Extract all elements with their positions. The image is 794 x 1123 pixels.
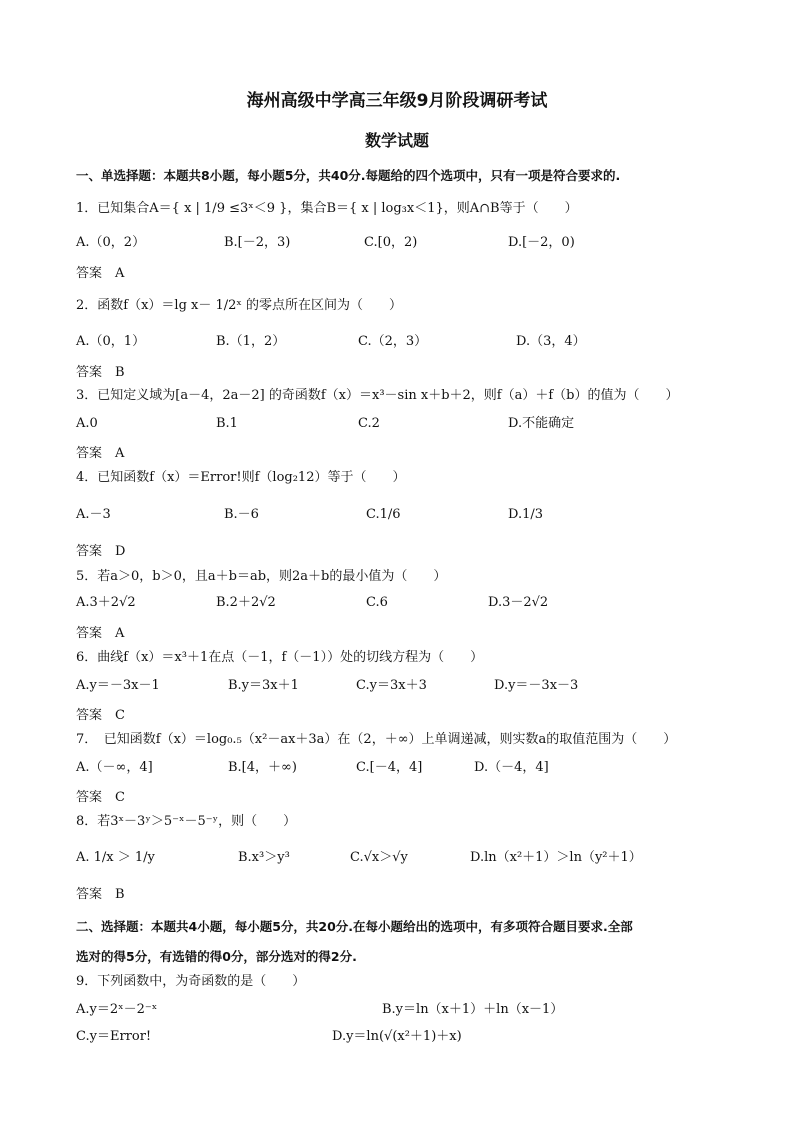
q5-option-c: C.6 <box>366 595 388 610</box>
q9-option-c: C.y＝Error! <box>76 1029 152 1044</box>
question-5-stem: 5．若a＞0，b＞0，且a＋b＝ab，则2a＋b的最小值为（ ） <box>76 569 447 584</box>
q3-answer: 答案 A <box>76 446 125 461</box>
q1-option-c: C.[0，2) <box>364 235 418 250</box>
q9-option-d: D.y＝ln(√(x²＋1)＋x) <box>332 1029 462 1044</box>
q1-answer: 答案 A <box>76 266 125 281</box>
question-6-stem: 6．曲线f（x）＝x³＋1在点（－1，f（－1））处的切线方程为（ ） <box>76 650 484 665</box>
q5-option-a: A.3＋2√2 <box>76 595 136 610</box>
q5-option-b: B.2＋2√2 <box>216 595 276 610</box>
q4-option-c: C.1/6 <box>366 507 401 522</box>
q3-option-b: B.1 <box>216 416 238 431</box>
q5-answer: 答案 A <box>76 626 125 641</box>
q7-answer: 答案 C <box>76 790 125 805</box>
q2-option-a: A.（0，1） <box>76 334 146 349</box>
page-subtitle: 数学试题 <box>364 131 429 150</box>
q2-option-d: D.（3，4） <box>516 334 586 349</box>
page-title: 海州高级中学高三年级9月阶段调研考试 <box>246 91 548 111</box>
q3-option-a: A.0 <box>76 416 98 431</box>
q8-option-c: C.√x＞√y <box>350 850 408 865</box>
q1-option-b: B.[－2，3) <box>224 235 291 250</box>
q7-option-a: A.（－∞，4] <box>76 760 153 775</box>
q8-option-b: B.x³＞y³ <box>238 850 290 865</box>
section1-heading: 一、单选择题：本题共8小题，每小题5分，共40分.每题给的四个选项中，只有一项是符合要求的. <box>76 168 621 183</box>
q9-option-a: A.y＝2ˣ－2⁻ˣ <box>76 1002 158 1017</box>
q6-option-d: D.y＝－3x－3 <box>494 678 579 693</box>
q9-option-b: B.y＝ln（x＋1）＋ln（x－1） <box>382 1002 564 1017</box>
q7-option-c: C.[－4，4] <box>356 760 423 775</box>
q4-answer: 答案 D <box>76 544 126 559</box>
q3-option-d: D.不能确定 <box>508 416 575 431</box>
question-1-stem: 1．已知集合A＝{ x | 1/9 ≤3ˣ＜9 }，集合B＝{ x | log₃x＜1}，则A∩B等于（ ） <box>76 201 578 216</box>
q1-option-d: D.[－2，0) <box>508 235 575 250</box>
q2-option-b: B.（1，2） <box>216 334 286 349</box>
q8-option-d: D.ln（x²＋1）＞ln（y²＋1） <box>470 850 642 865</box>
q1-option-a: A.（0，2） <box>76 235 146 250</box>
question-3-stem: 3．已知定义域为[a－4，2a－2] 的奇函数f（x）＝x³－sin x＋b＋2，则f（a）＋f（b）的值为（ ） <box>76 388 679 403</box>
q3-option-c: C.2 <box>358 416 380 431</box>
q4-option-d: D.1/3 <box>508 507 544 522</box>
question-7-stem: 7． 已知函数f（x）＝log₀.₅（x²－ax＋3a）在（2，＋∞）上单调递减，则实数a的取值范围为（ ） <box>76 732 677 747</box>
q6-option-a: A.y＝－3x－1 <box>76 678 160 693</box>
q8-answer: 答案 B <box>76 887 125 902</box>
q6-option-b: B.y＝3x＋1 <box>228 678 299 693</box>
q7-option-d: D.（－4，4] <box>474 760 549 775</box>
q5-option-d: D.3－2√2 <box>488 595 549 610</box>
q4-option-a: A.－3 <box>76 507 111 522</box>
q6-answer: 答案 C <box>76 708 125 723</box>
q4-option-b: B.－6 <box>224 507 259 522</box>
section2-heading-line2: 选对的得5分，有选错的得0分，部分选对的得2分. <box>76 949 357 964</box>
q6-option-c: C.y＝3x＋3 <box>356 678 427 693</box>
question-8-stem: 8．若3ˣ－3ʸ＞5⁻ˣ－5⁻ʸ，则（ ） <box>76 814 297 829</box>
question-4-stem: 4．已知函数f（x）＝Error!则f（log₂12）等于（ ） <box>76 470 406 485</box>
q8-option-a: A. 1/x ＞ 1/y <box>76 850 155 865</box>
section2-heading-line1: 二、选择题：本题共4小题，每小题5分，共20分.在每小题给出的选项中，有多项符合题目要求.全部 <box>76 919 633 934</box>
q2-option-c: C.（2，3） <box>358 334 428 349</box>
q7-option-b: B.[4，＋∞) <box>228 760 297 775</box>
q2-answer: 答案 B <box>76 365 125 380</box>
question-2-stem: 2．函数f（x）＝lg x－ 1/2ˣ 的零点所在区间为（ ） <box>76 298 403 313</box>
question-9-stem: 9．下列函数中，为奇函数的是（ ） <box>76 974 306 989</box>
